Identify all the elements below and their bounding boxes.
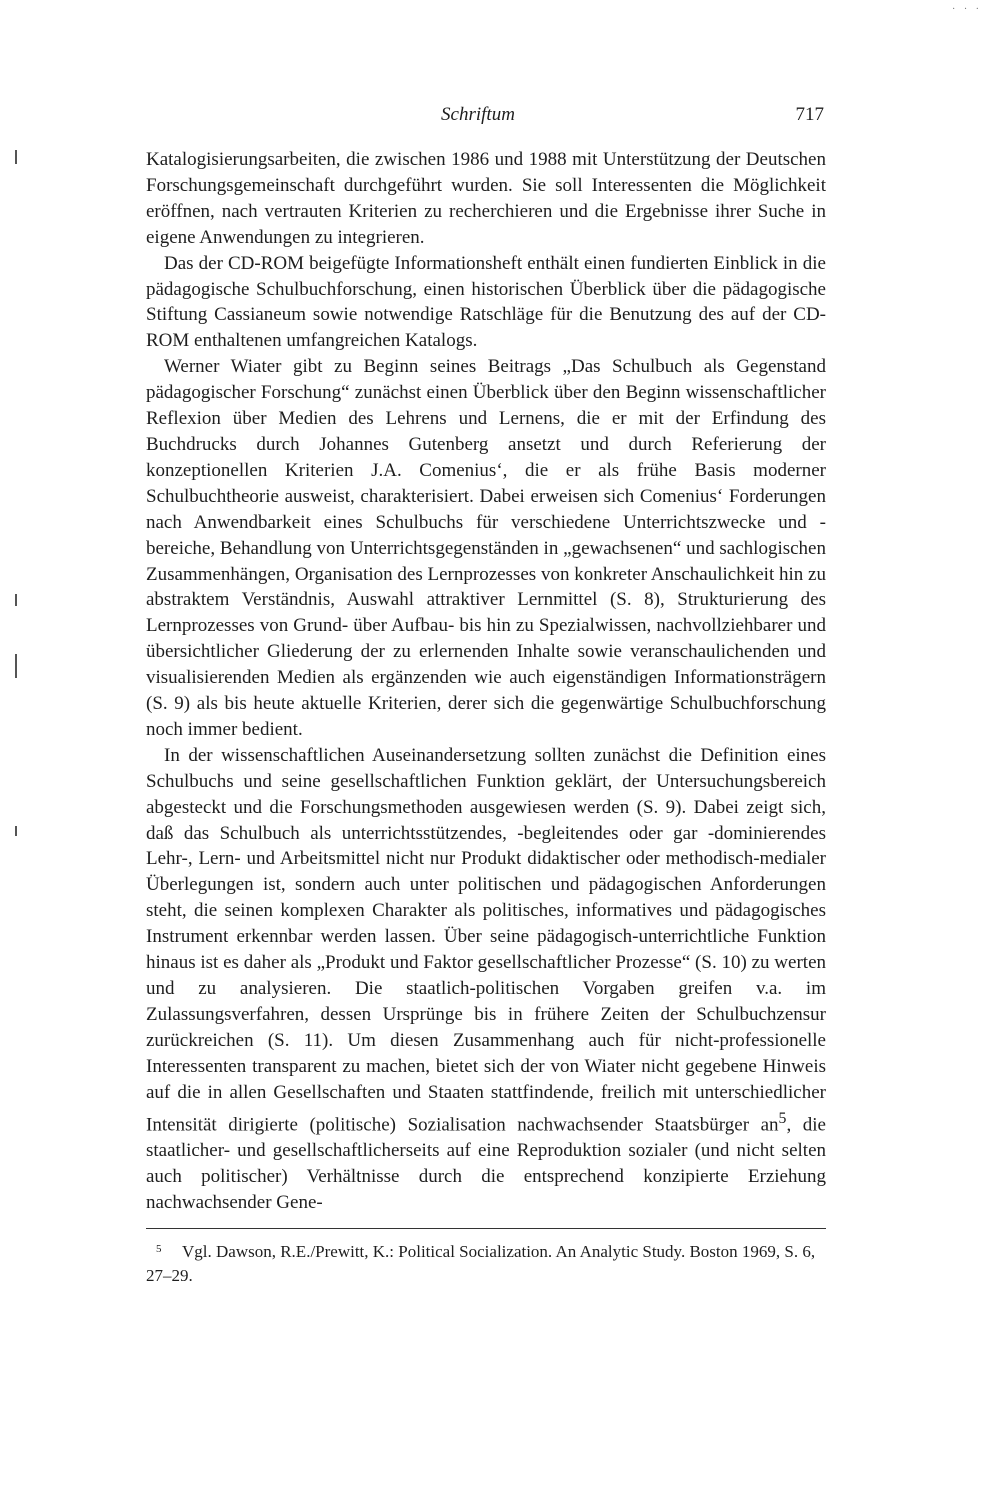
paragraph-text: In der wissenschaftlichen Auseinandersetzung sollten zunächst die Definition eines Schulbuchs und seine gesellschaftlichen Funktion geklärt, der Untersuchungsbereich abgesteckt und die Forschungsmethoden ausgewiesen werden (S. 9). Dabei zeigt sich, daß das Schulbuch als unterrichtsstützendes, -begleitendes oder gar -dominierendes Lehr-, Lern- und Arbeitsmittel nicht nur Produkt didaktischer oder methodisch-medialer Überlegungen ist, sondern auch unter politischen und pädagogischen Anforderungen steht, die seinen komplexen Charakter als politisches, informatives und pädagogisches Instrument erkennbar werden lassen. Über seine pädagogisch-unterrichtliche Funktion hinaus ist es daher als „Produkt und Faktor gesellschaftlicher Prozesse“ (S. 10) zu werten und zu analysieren. Die staatlich-politischen Vorgaben greifen v.a. im Zulassungsverfahren, dessen Ursprünge bis in frühere Zeiten der Schulbuchzensur zurückreichen (S. 11). Um diesen Zusammenhang auch für nicht-professionelle Interessenten transparent zu machen, bietet sich der von Wiater nicht gegebene Hinweis auf die in allen Gesellschaften und Staaten stattfindende, freilich mit unterschiedlicher Intensität dirigierte (politische) Sozialisation nachwachsender Staatsbürger an [146, 744, 826, 1135]
main-text [146, 147, 826, 1215]
scan-artifact [15, 594, 17, 606]
scan-artifact [15, 826, 17, 836]
footnote-text: Vgl. Dawson, R.E./Prewitt, K.: Political Socialization. An Analytic Study. Boston 1969, S. 6, 27–29. [146, 1242, 816, 1285]
footnote [146, 1240, 826, 1288]
footnote-reference: 5 [778, 1109, 787, 1127]
paragraph: Das der CD-ROM beigefügte Informationsheft enthält einen fundierten Einblick in die pädagogische Schulbuchforschung, einen historischen Überblick über die pädagogische Stiftung Cassianeum sowie notwendige Ratschläge für die Benutzung des auf der CD-ROM enthaltenen umfangreichen Katalogs. [146, 252, 826, 352]
paragraph: Katalogisierungsarbeiten, die zwischen 1986 und 1988 mit Unterstützung der Deutschen Forschungsgemeinschaft durchgeführt wurden. Sie soll Interessenten die Möglichkeit eröffnen, nach vertrauten Kriterien zu recherchieren und die Ergebnisse ihrer Suche in eigene Anwendungen zu integrieren. [146, 149, 826, 248]
paragraph [146, 743, 826, 1216]
scan-artifact: · · · [952, 4, 982, 15]
footnote-divider [146, 1228, 826, 1229]
paragraph: Werner Wiater gibt zu Beginn seines Beitrags „Das Schulbuch als Gegenstand pädagogischer Forschung“ zunächst einen Überblick über den Beginn wissenschaftlicher Reflexion über Medien des Lehrens und Lernens, die er mit der Erfindung des Buchdrucks durch Johannes Gutenberg ansetzt und durch Referierung der konzeptionellen Kriterien J.A. Comenius‘, die er als frühe Basis moderner Schulbuchtheorie ausweist, charakterisiert. Dabei erweisen sich Comenius‘ Forderungen nach Anwendbarkeit eines Schulbuchs für verschiedene Unterrichtszwecke und -bereiche, Behandlung von Unterrichtsgegenständen in „gewachsenen“ und sachlogischen Zusammenhängen, Organisation des Lernprozesses von konkreter Anschaulichkeit hin zu abstraktem Verständnis, Auswahl attraktiver Lernmittel (S. 8), Strukturierung des Lernprozesses von Grund- über Aufbau- bis hin zu Spezialwissen, nachvollziehbarer und übersichtlicher Gliederung der zu erlernenden Inhalte sowie veranschaulichenden und visualisierenden Medien als ergänzenden wie auch eigenständigen Informationsträgern (S. 9) als bis heute aktuelle Kriterien, derer sich die gegenwärtige Schulbuchforschung noch immer bedient. [146, 356, 826, 740]
scan-artifact [15, 654, 17, 678]
footnote-marker: 5 [156, 1243, 162, 1255]
scan-artifact [15, 150, 17, 164]
running-title: Schriftum [441, 104, 515, 125]
paragraph-text: , die staatlicher- und gesellschaftlicherseits auf eine Reproduktion sozialer (und nicht selten auch politischer) Verhältnisse durch die entsprechend konzipierte Erziehung nachwachsender Gene- [146, 1113, 826, 1213]
page-number: 717 [795, 104, 824, 125]
